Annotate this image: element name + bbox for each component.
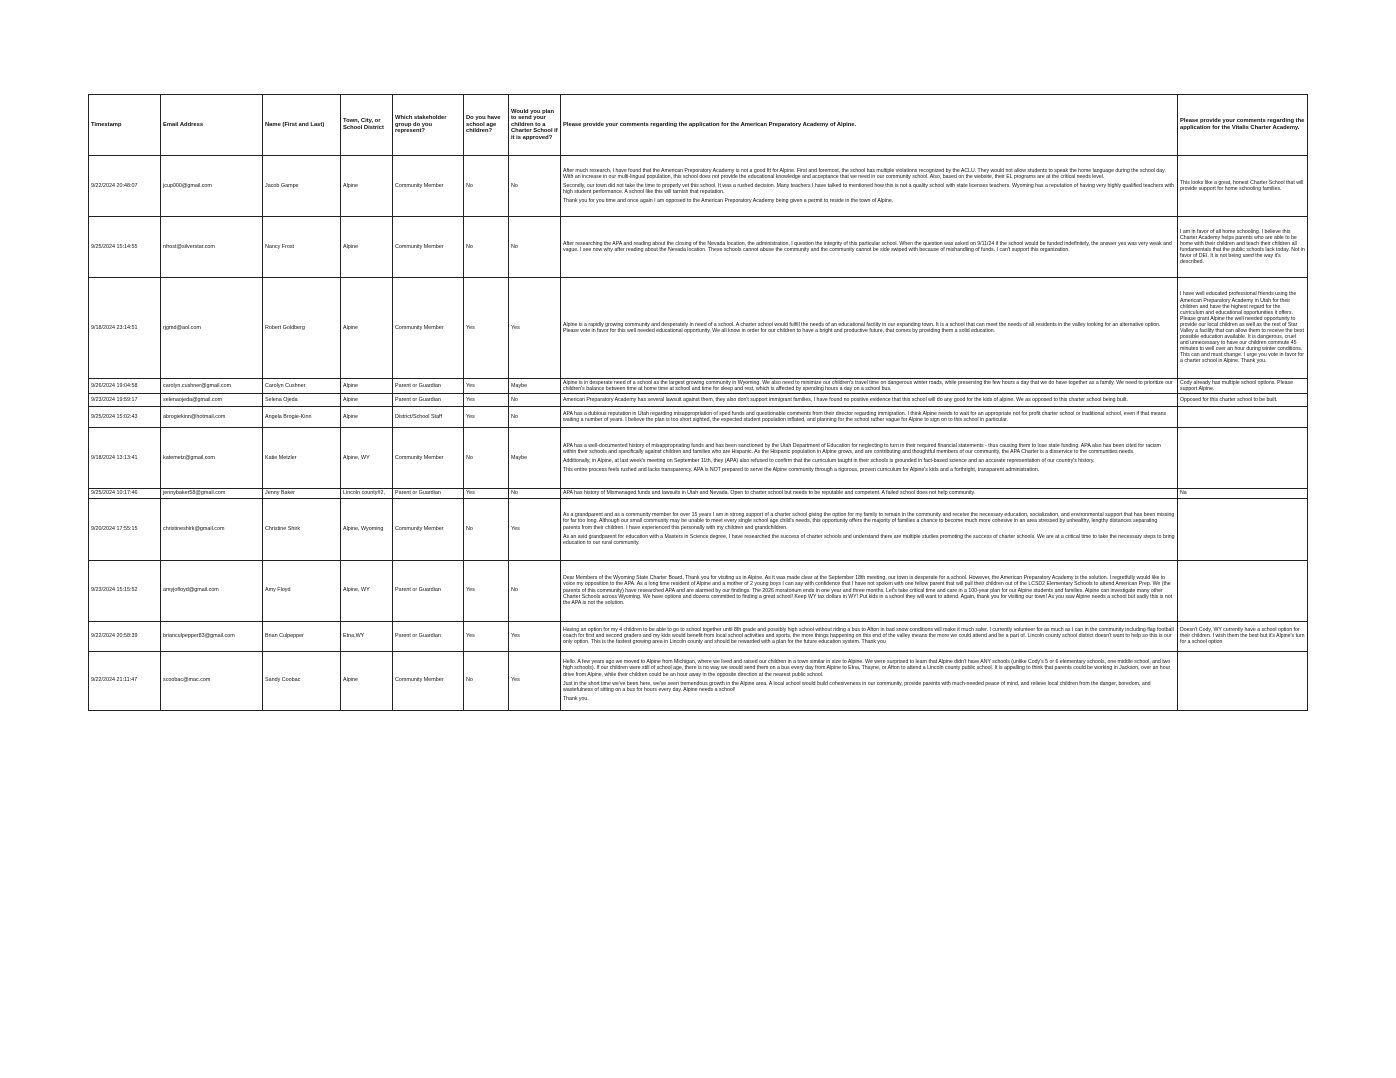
cell-timestamp: 9/20/2024 17:55:15: [89, 498, 161, 560]
cell-has-children: No: [464, 651, 509, 710]
cell-vitalis-comment: Na: [1178, 489, 1308, 498]
cell-town: Alpine, WY: [341, 560, 393, 621]
cell-timestamp: 9/18/2024 13:13:41: [89, 428, 161, 489]
cell-plan-to-send: Yes: [509, 621, 561, 651]
cell-town: Alpine: [341, 394, 393, 407]
cell-email: katemetz@gmail.com: [161, 428, 263, 489]
cell-town: Alpine, WY: [341, 428, 393, 489]
comment-paragraph: Thank you.: [563, 695, 589, 702]
cell-apa-comment: [561, 428, 1178, 489]
cell-stakeholder-group: Community Member: [393, 428, 464, 489]
comment-paragraph: APA has a well-documented history of misappropriating funds and has been sanctioned by the Utah Department of Education for neglecting to turn in their required financial statements - thus causing them to lose state funding. APA also has been cited for racism within their schools and specifically against children and families who are Hispanic. As the Hispanic population in Alpine grows, and are contributing and thoughtful members of our community, the APA Charter is a disservice to the communities needs.: [563, 443, 1161, 456]
comment-paragraph: Dear Members of the Wyoming State Charter Board, Thank you for visiting us in Alpine. As it was made clear at the September 18th meeting, our town is desperate for a school. However, the American Preparatory Academy is the solution. I regretfully would like to voice my opposition to the APA. As a long time resident of Alpine and a mother of 2 young boys I can say with confidence that I have not spoken with one fellow parent that will pull their children out of the LCSD2 Elementary Schools to attend American Prep. We (the parents of this community) have researched APA and are alarmed by our findings. The 2026 moratorium ends in one year and three months. Let's take critical time and care in a 100-year plan for our Alpine students and families. Alpine can investigate many other Charter Schools across Wyoming. We have options and dozens committed to finding a great school! Keep WY tax dollars in WY! Put kids in a school they will want to attend. Again, thank you for visiting our town! As you saw Alpine needs a school but sadly this is not the APA is not the solution.: [563, 575, 1173, 606]
cell-apa-comment: [561, 651, 1178, 710]
cell-plan-to-send: No: [509, 560, 561, 621]
cell-email: jennybaker58@gmail.com: [161, 489, 263, 498]
comment-paragraph: Secondly, our town did not take the time to properly vet this school. It was a rushed decision. Many teachers I have talked to mentioned how this is not a quality school with state licenses teachers. Wyoming has a reputation of having very highly qualified teachers with high student performance. A school like this will tarnish that reputation.: [563, 182, 1174, 196]
header-timestamp: Timestamp: [89, 95, 161, 156]
cell-apa-comment: [561, 394, 1178, 407]
cell-has-children: Yes: [464, 407, 509, 428]
cell-has-children: Yes: [464, 560, 509, 621]
header-town: Town, City, or School District: [341, 95, 393, 156]
cell-town: Alpine: [341, 407, 393, 428]
comment-paragraph: Alpine is a rapidly growing community and desperately in need of a school. A charter school would fulfill the needs of an educational facility in our expanding town. It is a school that can meet the needs of all residents in the valley looking for an alternative option. Please vote in favor for this well needed educational opportunity. We all know in order for our children to have a bright and productive future, that comes by providing them a solid education.: [563, 321, 1161, 334]
table-row: [89, 489, 1308, 498]
cell-name: Robert Goldberg: [263, 278, 341, 379]
cell-stakeholder-group: Parent or Guardian: [393, 379, 464, 394]
comment-paragraph: As a grandparent and as a community member for over 15 years I am in strong support of a charter school giving the option for my family to remain in the community and receive the necessary education, socialization, and environmental support that has been missing for far too long. Although our small community may be unable to meet every single school age child's needs, this opportunity offers the majority of families a chance to become much more cohesive in an area stressed by unhealthy, lengthy distances separating parents from their children. I have experienced this personally with my children and grandchildren.: [563, 512, 1175, 531]
cell-timestamp: 9/22/2024 20:48:07: [89, 156, 161, 217]
cell-email: abrogiekinn@hotmail.com: [161, 407, 263, 428]
header-apa-comments: Please provide your comments regarding the application for the American Preparatory Academy of Alpine.: [561, 95, 1178, 156]
cell-email: amyjofloyd@gmail.com: [161, 560, 263, 621]
header-plan: Would you plan to send your children to a Charter School if it is approved?: [509, 95, 561, 156]
cell-apa-comment: [561, 560, 1178, 621]
cell-apa-comment: [561, 407, 1178, 428]
cell-apa-comment: [561, 156, 1178, 217]
cell-has-children: No: [464, 498, 509, 560]
cell-timestamp: 9/25/2024 10:17:46: [89, 489, 161, 498]
cell-stakeholder-group: Community Member: [393, 278, 464, 379]
comment-paragraph: After much research, I have found that the American Preporatory Academy is not a good fit for Alpine. First and foremost, the school has multiple violations recognized by the ACLU. They would not allow students to speak the home language during the school day. With an increase in our multi-lingual population, this school does not provide the educational knowledge and acceptance that we need in our community school. Also, based on the website, their EL programs are at the critical needs level.: [563, 167, 1166, 180]
cell-apa-comment: [561, 498, 1178, 560]
header-vitalis-comments: Please provide your comments regarding the application for the Vitalis Charter Academy.: [1178, 95, 1308, 156]
cell-apa-comment: [561, 217, 1178, 278]
header-name: Name (First and Last): [263, 95, 341, 156]
header-row: [89, 95, 1308, 156]
cell-town: Alpine: [341, 379, 393, 394]
cell-name: Jenny Baker: [263, 489, 341, 498]
comment-paragraph: After researching the APA and reading about the closing of the Nevada location, the administration, I question the integrity of this particular school. When the question was asked on 9/11/24 if the school would be funded indefinitely, the answer yes was very weak and vague. I see now why after reading about the Nevada location. These schools cannot abuse the community and the community cannot be side swiped with because of mishandling of funds. I can't support this organization.: [563, 240, 1172, 253]
cell-stakeholder-group: Community Member: [393, 651, 464, 710]
cell-has-children: No: [464, 428, 509, 489]
cell-email: carolyn.cushner@gmail.com: [161, 379, 263, 394]
cell-apa-comment: [561, 379, 1178, 394]
cell-vitalis-comment: Doesn't Cody, WY currently have a school option for their children. I wish them the best but it's Alpine's turn for a school option: [1178, 621, 1308, 651]
cell-email: nfrost@silverstar.com: [161, 217, 263, 278]
table-row: [89, 394, 1308, 407]
cell-vitalis-comment: [1178, 498, 1308, 560]
cell-timestamp: 9/22/2024 21:11:47: [89, 651, 161, 710]
cell-town: Alpine, Wyoming: [341, 498, 393, 560]
cell-apa-comment: [561, 278, 1178, 379]
cell-stakeholder-group: Parent or Guardian: [393, 560, 464, 621]
cell-name: Selena Ojeda: [263, 394, 341, 407]
cell-name: Katie Metzler: [263, 428, 341, 489]
table-row: [89, 278, 1308, 379]
cell-town: Alpine: [341, 217, 393, 278]
comment-paragraph: Hello. A few years ago we moved to Alpine from Michigan, where we lived and raised our children in a town similar in size to Alpine. We were surprised to learn that Alpine didn't have ANY schools (unlike Cody's 5 or 6 elementary schools, one middle school, and two high schools). If our children were still of school age, there is no way we would send them on a bus every day from Alpine to Etna, Thayne, or Afton to attend a Lincoln county public school. It is appalling to think that parents could be working in Jackson, over an hour drive from Alpine, while their children could be an hour away in the opposite direction at the nearest public school.: [563, 659, 1171, 678]
cell-stakeholder-group: Community Member: [393, 498, 464, 560]
cell-name: Angela Brogie-Kinn: [263, 407, 341, 428]
cell-timestamp: 9/25/2024 15:14:55: [89, 217, 161, 278]
responses-table: [88, 94, 1308, 711]
comment-paragraph: As an avid grandparent for education with a Masters in Science degree, I have researched the success of charter schools and understand there are multiple studies promoting the success of charter schools. We are at a critical time to take the necessary steps to bring education to our rural community.: [563, 533, 1175, 546]
cell-plan-to-send: No: [509, 394, 561, 407]
cell-plan-to-send: Maybe: [509, 379, 561, 394]
cell-town: Lincoln county#2,: [341, 489, 393, 498]
cell-vitalis-comment: [1178, 407, 1308, 428]
cell-plan-to-send: No: [509, 489, 561, 498]
cell-email: scoobac@mac.com: [161, 651, 263, 710]
cell-email: selenaojeda@gmail.com: [161, 394, 263, 407]
table-row: [89, 498, 1308, 560]
cell-stakeholder-group: Parent or Guardian: [393, 621, 464, 651]
cell-name: Amy Floyd: [263, 560, 341, 621]
cell-vitalis-comment: I have well educated professional friends using the American Preparatory Academy in Utah for their children and have the highest regard for the curriculum and educational opportunities it offers. Please grant Alpine the well needed opportunity to provide our local children as well as the rest of Star Valley a facility that can allow them to receive the best possible education available. It is dangerous, cruel and unnecessary to have our children commute 45 minutes to well over an hour during winter conditions. This can and must change. I urge you vote in favor for a charter school in Alpine. Thank you.: [1178, 278, 1308, 379]
table-row: [89, 651, 1308, 710]
cell-vitalis-comment: Cody already has multiple school options. Please support Alpine.: [1178, 379, 1308, 394]
cell-town: Etna,WY: [341, 621, 393, 651]
cell-vitalis-comment: This looks like a great, honest Charter School that will provide support for home schooling families.: [1178, 156, 1308, 217]
cell-vitalis-comment: [1178, 428, 1308, 489]
comment-paragraph: Alpine is in desperate need of a school as the largest growing community in Wyoming. We also need to minimize our children's travel time on dangerous winter roads, while preserving the few hours a day that we do have together as a family. We need to prioritize our children's balance between time at home time at school and time for sleep and rest, which is affected by spending hours a day on a school bus.: [563, 380, 1173, 393]
cell-town: Alpine: [341, 651, 393, 710]
cell-stakeholder-group: Parent or Guardian: [393, 489, 464, 498]
cell-has-children: Yes: [464, 621, 509, 651]
cell-email: christineshirk@gmail.com: [161, 498, 263, 560]
table-row: [89, 156, 1308, 217]
cell-plan-to-send: No: [509, 407, 561, 428]
responses-sheet: [88, 94, 1307, 711]
cell-timestamp: 9/23/2024 15:15:52: [89, 560, 161, 621]
cell-plan-to-send: Maybe: [509, 428, 561, 489]
cell-email: rjgmd@aol.com: [161, 278, 263, 379]
cell-stakeholder-group: Community Member: [393, 217, 464, 278]
cell-apa-comment: [561, 621, 1178, 651]
cell-vitalis-comment: [1178, 651, 1308, 710]
comment-paragraph: Additionally, in Alpine, at last week's meeting on September 11th, they (APA) also refused to confirm that the curriculum taught in their schools is grounded in fact-based science and an accurate representation of our country's history.: [563, 458, 1095, 465]
cell-has-children: Yes: [464, 394, 509, 407]
table-row: [89, 428, 1308, 489]
cell-name: Nancy Frost: [263, 217, 341, 278]
cell-apa-comment: [561, 489, 1178, 498]
comment-paragraph: APA has history of Mismanaged funds and lawsuits in Utah and Nevada. Open to charter school but needs to be reputable and competent. A failed school does not help community.: [563, 490, 976, 497]
cell-has-children: No: [464, 217, 509, 278]
cell-plan-to-send: No: [509, 156, 561, 217]
cell-email: jcup000@gmail.com: [161, 156, 263, 217]
comment-paragraph: American Preparatory Academy has several lawsuit against them, they also don't support immigrant families, I have found no positive evidence that this school will do any good for the kids of alpine. We as opposed to this charter school being built.: [563, 397, 1128, 404]
cell-stakeholder-group: Parent or Guardian: [393, 394, 464, 407]
cell-timestamp: 9/26/2024 19:04:58: [89, 379, 161, 394]
cell-timestamp: 9/23/2024 19:59:17: [89, 394, 161, 407]
cell-town: Alpine: [341, 156, 393, 217]
table-row: [89, 217, 1308, 278]
table-row: [89, 407, 1308, 428]
header-group: Which stakeholder group do you represent?: [393, 95, 464, 156]
cell-vitalis-comment: I am in favor of all home schooling. I believe this Charter Academy helps parents who are able to be home with their children and teach their children all fundamentals that the public schools lack today. Not in favor of DEI. It is not being used the way it's described.: [1178, 217, 1308, 278]
cell-name: Christine Shirk: [263, 498, 341, 560]
table-row: [89, 621, 1308, 651]
cell-name: Brian Culpepper: [263, 621, 341, 651]
cell-has-children: Yes: [464, 278, 509, 379]
comment-paragraph: Just in the short time we've been here, we've seen tremendous growth in the Alpine area. A local school would build cohesiveness in our community, provide parents with much-needed peace of mind, and relieve local children from the danger, boredom, and wastefulness of sitting on a bus for hours every day. Alpine needs a school!: [563, 680, 1151, 693]
cell-name: Sandy Coobac: [263, 651, 341, 710]
cell-stakeholder-group: Community Member: [393, 156, 464, 217]
cell-has-children: Yes: [464, 489, 509, 498]
cell-plan-to-send: Yes: [509, 498, 561, 560]
cell-plan-to-send: No: [509, 217, 561, 278]
cell-timestamp: 9/22/2024 20:58:39: [89, 621, 161, 651]
comment-paragraph: APA has a dubious reputation in Utah regarding misappropriation of sped funds and questionable comments from their director regarding immigration. I think Alpine needs to wait for an appropriate not for profit charter school or traditional school, even if that means waiting a number of years. I believe the plan is too short sighted, the expected student population inflated, and planning for the school rather vague for Alpine to sign on to this school in particular.: [563, 411, 1167, 424]
comment-paragraph: Having an option for my 4 children to be able to go to school together until 8th grade and possibly high school without riding a bus to Afton in bad snow conditions will make it much safer. I currently volunteer for as much as I can in the community including flag football coach for first and second graders and my kids would benefit from local school activities and sports, the more things happening on this end of the valley means the more we could attend and be a part of. Lincoln county school district doesn't want to help so this is our only option. This is the fastest growing area in Lincoln county and should be rewarded with a plan for the future education system. Thank you: [563, 626, 1174, 646]
cell-timestamp: 9/18/2024 23:14:51: [89, 278, 161, 379]
cell-town: Alpine: [341, 278, 393, 379]
cell-timestamp: 9/25/2024 15:02:43: [89, 407, 161, 428]
cell-has-children: Yes: [464, 379, 509, 394]
cell-vitalis-comment: [1178, 560, 1308, 621]
comment-paragraph: This entire process feels rushed and lacks transparency. APA is NOT prepared to serve the Alpine community through a rigorous, proven curriculum for Alpine's kids and a forthright, transparent administration.: [563, 467, 1040, 474]
header-children: Do you have school age children?: [464, 95, 509, 156]
header-email: Email Address: [161, 95, 263, 156]
comment-paragraph: Thank you for you time and once again I am opposed to the American Preporatory Academy being given a permit to reside in the town of Alpine.: [563, 198, 894, 205]
table-row: [89, 379, 1308, 394]
cell-has-children: No: [464, 156, 509, 217]
cell-email: brianculpepper83@gmail.com: [161, 621, 263, 651]
cell-name: Carolyn Cushner: [263, 379, 341, 394]
cell-stakeholder-group: District/School Staff: [393, 407, 464, 428]
cell-plan-to-send: Yes: [509, 651, 561, 710]
cell-plan-to-send: Yes: [509, 278, 561, 379]
table-row: [89, 560, 1308, 621]
cell-vitalis-comment: Opposed for this charter school to be built.: [1178, 394, 1308, 407]
cell-name: Jacob Gampe: [263, 156, 341, 217]
